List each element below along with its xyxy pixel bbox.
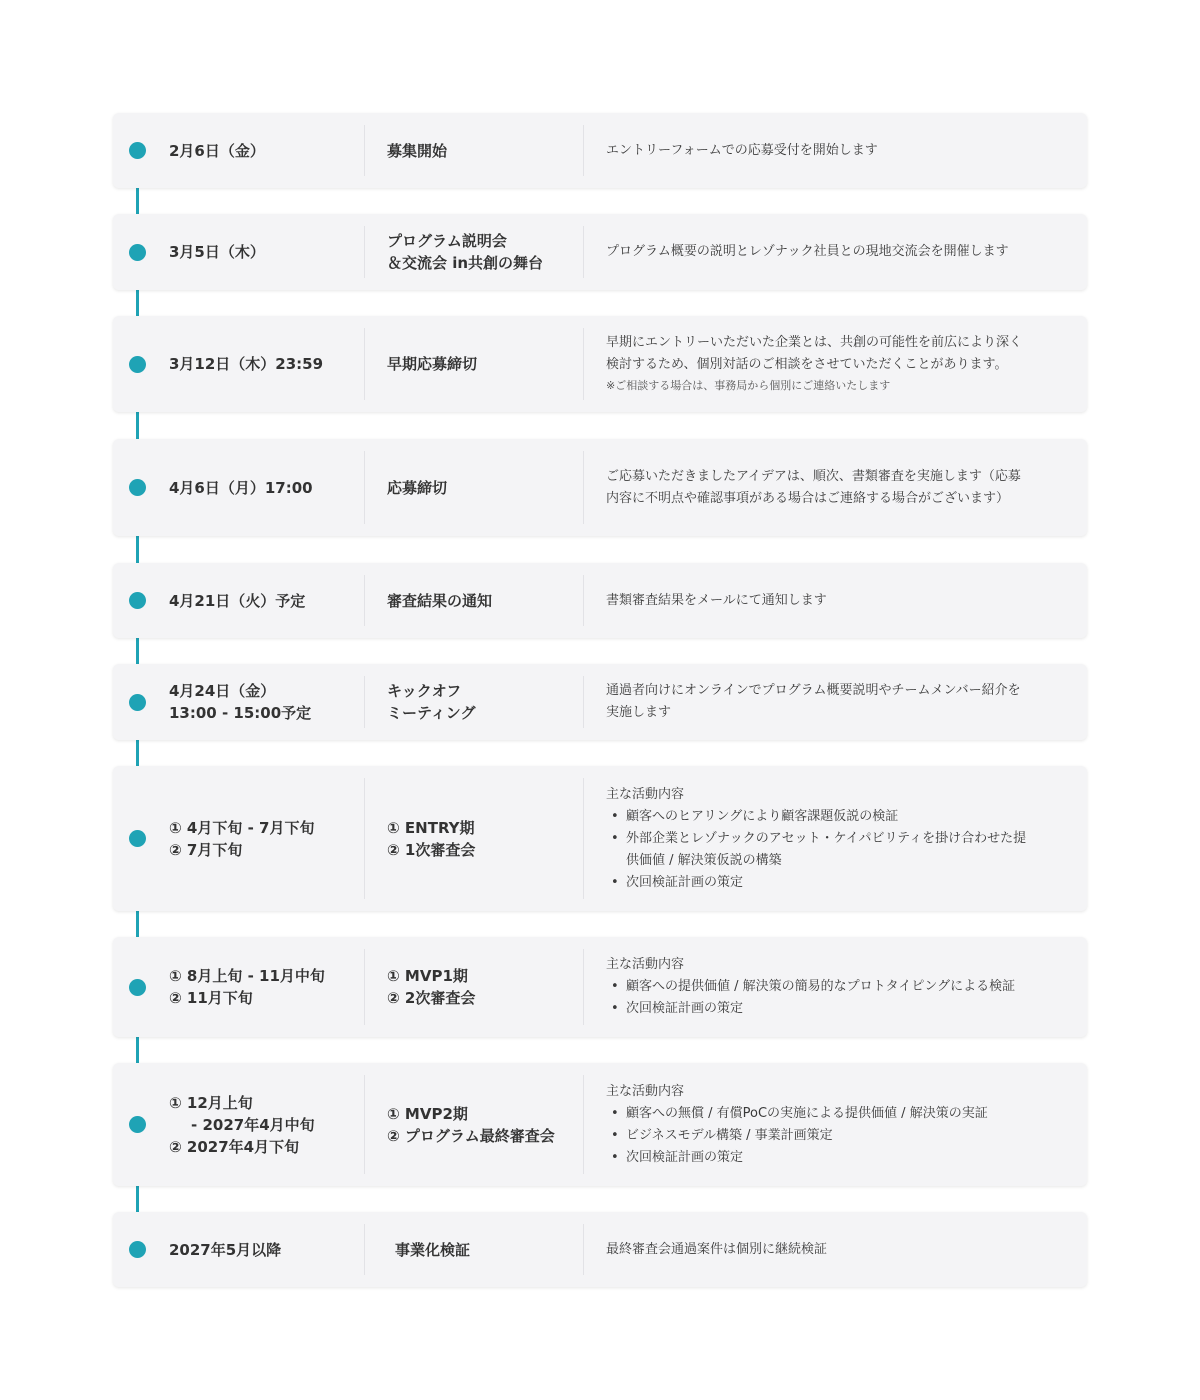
schedule-title-line: ＆交流会 in共創の舞台: [387, 254, 544, 272]
schedule-date: [169, 439, 359, 536]
schedule-date-line: 4月24日（金）: [169, 682, 276, 700]
activity-item: [606, 872, 1066, 894]
schedule-title-line: 早期応募締切: [387, 355, 478, 373]
schedule-date-line: ① 4月下旬 - 7月下旬: [169, 818, 315, 837]
schedule-description-line: 書類審査結果をメールにて通知します: [606, 592, 827, 608]
schedule-title-line: ② 1次審査会: [387, 840, 476, 859]
column-divider: [583, 676, 584, 728]
schedule-date-line: ② 7月下旬: [169, 840, 243, 859]
schedule-description: [606, 1063, 1066, 1186]
column-divider: [583, 451, 584, 524]
schedule-date-line: 13:00 - 15:00予定: [169, 704, 312, 722]
schedule-date: [169, 1063, 359, 1186]
schedule-description-line: ご応募いただきましたアイデアは、順次、書類審査を実施します（応募: [606, 468, 1021, 484]
activity-list: [606, 976, 1066, 1020]
schedule-description-line: 早期にエントリーいただいた企業とは、共創の可能性を前広により深く: [606, 335, 1023, 350]
schedule-row: [113, 937, 1087, 1037]
timeline-dot: [129, 592, 146, 609]
schedule-description-line: 内容に不明点や確認事項がある場合はご連絡する場合がございます）: [606, 490, 1010, 506]
schedule-title: [395, 1212, 595, 1287]
column-divider: [364, 575, 365, 626]
column-divider: [583, 125, 584, 176]
column-divider: [364, 328, 365, 400]
activity-item: [606, 1125, 1066, 1147]
schedule-description: [606, 766, 1066, 911]
activity-heading: 主な活動内容: [606, 786, 685, 802]
activity-item: [606, 1147, 1066, 1169]
column-divider: [583, 949, 584, 1025]
activity-item-line: 供価値 / 解決策仮説の構築: [626, 852, 782, 868]
activity-item-line: • 顧客への提供価値 / 解決策の簡易的なプロトタイピングによる検証: [626, 979, 1016, 994]
schedule-description: [606, 1212, 1066, 1287]
activity-item-line: • 外部企業とレゾナックのアセット・ケイパビリティを掛け合わせた提: [626, 830, 1027, 846]
schedule-date: [169, 563, 359, 638]
column-divider: [364, 125, 365, 176]
activity-list: [606, 1103, 1066, 1169]
schedule-date: [169, 1212, 359, 1287]
activity-list: [606, 806, 1066, 894]
activity-item: [606, 976, 1066, 998]
column-divider: [364, 778, 365, 899]
timeline-dot: [129, 694, 146, 711]
schedule-date-line: ② 11月下旬: [169, 989, 253, 1007]
activity-item-line: • ビジネスモデル構築 / 事業計画策定: [626, 1127, 833, 1143]
column-divider: [364, 226, 365, 278]
schedule-timeline: [113, 0, 1087, 1400]
schedule-description: [606, 937, 1066, 1037]
schedule-description: [606, 214, 1066, 290]
schedule-title-line: 事業化検証: [395, 1240, 471, 1259]
column-divider: [583, 1075, 584, 1174]
timeline-dot: [129, 142, 146, 159]
schedule-title-line: ② プログラム最終審査会: [387, 1126, 555, 1145]
schedule-title: [387, 563, 587, 638]
schedule-row: [113, 563, 1087, 638]
column-divider: [364, 1224, 365, 1275]
schedule-description: [606, 563, 1066, 638]
schedule-title: [387, 316, 587, 412]
activity-item: [606, 806, 1066, 828]
timeline-dot: [129, 1241, 146, 1258]
column-divider: [364, 1075, 365, 1174]
schedule-title-line: プログラム説明会: [387, 232, 507, 250]
schedule-title-line: ① ENTRY期: [387, 818, 475, 837]
column-divider: [364, 949, 365, 1025]
schedule-title: [387, 766, 587, 911]
timeline-dot: [129, 356, 146, 373]
schedule-title-line: 審査結果の通知: [387, 591, 493, 610]
schedule-row: [113, 664, 1087, 740]
schedule-title: [387, 937, 587, 1037]
column-divider: [583, 575, 584, 626]
schedule-title-line: ① MVP1期: [387, 967, 468, 985]
schedule-date: [169, 316, 359, 412]
schedule-row: [113, 113, 1087, 188]
timeline-dot: [129, 830, 146, 847]
schedule-date-line: 2027年5月以降: [169, 1240, 282, 1259]
column-divider: [364, 451, 365, 524]
schedule-date-line: - 2027年4月中旬: [191, 1115, 315, 1134]
activity-item: [606, 998, 1066, 1020]
schedule-date: [169, 214, 359, 290]
timeline-dot: [129, 979, 146, 996]
activity-item-line: • 次回検証計画の策定: [626, 1149, 744, 1165]
schedule-title-line: ② 2次審査会: [387, 989, 476, 1007]
schedule-description: [606, 439, 1066, 536]
schedule-description-line: プログラム概要の説明とレゾナック社員との現地交流会を開催します: [606, 244, 1009, 259]
schedule-description-line: 実施します: [606, 705, 672, 720]
schedule-title-line: 応募締切: [387, 478, 448, 497]
schedule-date: [169, 937, 359, 1037]
schedule-title: [387, 664, 587, 740]
schedule-date-line: ② 2027年4月下旬: [169, 1137, 300, 1156]
column-divider: [583, 1224, 584, 1275]
schedule-title: [387, 1063, 587, 1186]
timeline-dot: [129, 479, 146, 496]
schedule-date-line: 3月5日（木）: [169, 243, 265, 261]
schedule-description: [606, 316, 1066, 412]
schedule-date: [169, 664, 359, 740]
schedule-row: [113, 766, 1087, 911]
schedule-row: [113, 316, 1087, 412]
schedule-row: [113, 1063, 1087, 1186]
schedule-date-line: ① 12月上旬: [169, 1093, 253, 1112]
column-divider: [583, 778, 584, 899]
schedule-title-line: ミーティング: [387, 704, 476, 722]
schedule-row: [113, 439, 1087, 536]
timeline-dot: [129, 244, 146, 261]
schedule-title: [387, 113, 587, 188]
schedule-description-note: ※ご相談する場合は、事務局から個別にご連絡いたします: [606, 379, 891, 392]
activity-item-line: • 次回検証計画の策定: [626, 1001, 744, 1016]
schedule-title-line: ① MVP2期: [387, 1104, 468, 1123]
activity-item-line: • 次回検証計画の策定: [626, 874, 744, 890]
activity-item-line: • 顧客へのヒアリングにより顧客課題仮説の検証: [626, 808, 899, 824]
schedule-row: [113, 1212, 1087, 1287]
schedule-date-line: 3月12日（木）23:59: [169, 355, 324, 373]
column-divider: [583, 226, 584, 278]
schedule-title: [387, 439, 587, 536]
schedule-row: [113, 214, 1087, 290]
schedule-title-line: 募集開始: [387, 141, 448, 160]
schedule-date-line: 4月21日（火）予定: [169, 591, 306, 610]
schedule-date-line: 4月6日（月）17:00: [169, 478, 313, 497]
activity-item-line: • 顧客への無償 / 有償PoCの実施による提供価値 / 解決策の実証: [626, 1105, 988, 1121]
timeline-dot: [129, 1116, 146, 1133]
column-divider: [583, 328, 584, 400]
schedule-description-line: エントリーフォームでの応募受付を開始します: [606, 142, 878, 158]
schedule-title: [387, 214, 587, 290]
schedule-title-line: キックオフ: [387, 682, 462, 700]
activity-heading: 主な活動内容: [606, 1083, 685, 1099]
schedule-description-line: 検討するため、個別対話のご相談をさせていただくことがあります。: [606, 357, 1008, 372]
schedule-date: [169, 766, 359, 911]
column-divider: [364, 676, 365, 728]
schedule-date: [169, 113, 359, 188]
schedule-date-line: ① 8月上旬 - 11月中旬: [169, 967, 325, 985]
schedule-description-line: 通過者向けにオンラインでプログラム概要説明やチームメンバー紹介を: [606, 683, 1021, 698]
schedule-date-line: 2月6日（金）: [169, 141, 265, 160]
activity-heading: 主な活動内容: [606, 957, 685, 972]
schedule-description: [606, 113, 1066, 188]
schedule-description: [606, 664, 1066, 740]
activity-item: [606, 1103, 1066, 1125]
schedule-description-line: 最終審査会通過案件は個別に継続検証: [606, 1241, 828, 1257]
activity-item: [606, 828, 1066, 872]
